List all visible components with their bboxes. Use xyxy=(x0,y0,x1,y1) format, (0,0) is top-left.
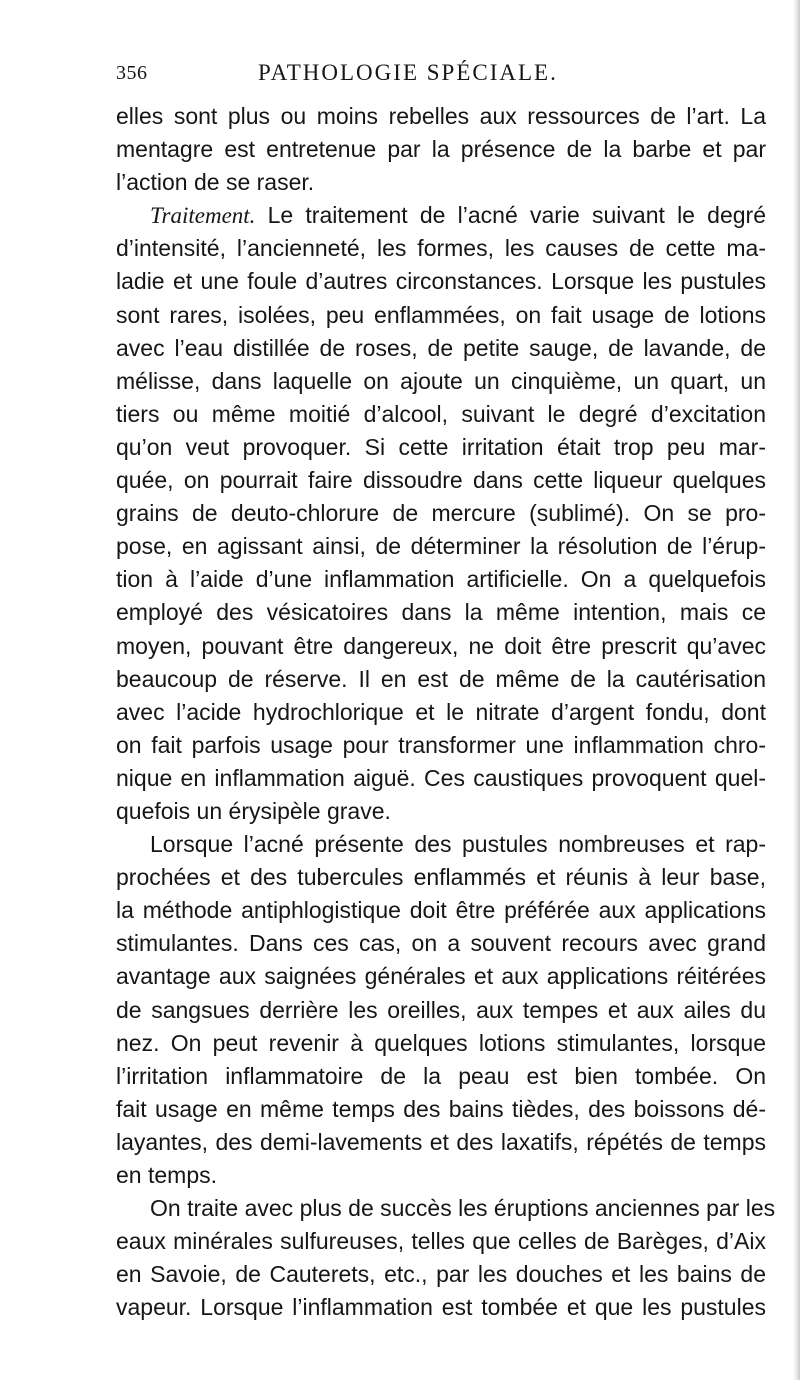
text-line: stimulantes. Dans ces cas, on a souvent recours avec grand xyxy=(116,930,766,957)
text-line: tiers ou même moitié d’alcool, suivant le degré d’excitation xyxy=(116,400,766,427)
text-line: qu’on veut provoquer. Si cette irritation était trop peu mar- xyxy=(116,433,766,460)
text-line-rest: Le traitement de l’acné varie suivant le degré xyxy=(267,202,766,229)
text-line: layantes, des demi-lavements et des laxatifs, répétés de temps xyxy=(116,1128,766,1155)
text-line: on fait parfois usage pour transformer une inflammation chro- xyxy=(116,731,766,758)
text-line: elles sont plus ou moins rebelles aux ressources de l’art. La xyxy=(116,103,766,129)
text-line: vapeur. Lorsque l’inflammation est tombée et que les pustules xyxy=(116,1294,766,1321)
text-line: On traite avec plus de succès les éruptions anciennes par les xyxy=(150,1195,776,1222)
text-line: nez. On peut revenir à quelques lotions stimulantes, lorsque xyxy=(116,1029,766,1056)
text-line: avec l’acide hydrochlorique et le nitrate d’argent fondu, dont xyxy=(116,698,766,725)
italic-lead: Traitement. xyxy=(150,203,256,229)
running-title: PATHOLOGIE SPÉCIALE. xyxy=(258,60,558,85)
page-edge-shadow xyxy=(793,0,800,1380)
page-header xyxy=(116,60,766,92)
text-line-with-italic-lead xyxy=(116,199,766,232)
text-line: pose, en agissant ainsi, de déterminer la résolution de l’érup- xyxy=(116,533,766,560)
text-line: l’irritation inflammatoire de la peau est bien tombée. On xyxy=(116,1062,766,1089)
text-line: quée, on pourrait faire dissoudre dans cette liqueur quelques xyxy=(116,467,766,494)
text-line: Lorsque l’acné présente des pustules nombreuses et rap- xyxy=(150,831,766,858)
page-number: 356 xyxy=(116,62,148,84)
text-line: mentagre est entretenue par la présence de la barbe et par xyxy=(116,136,766,163)
text-line: fait usage en même temps des bains tièdes, des boissons dé- xyxy=(116,1095,766,1122)
text-line: en Savoie, de Cauterets, etc., par les douches et les bains de xyxy=(116,1261,766,1288)
text-line: moyen, pouvant être dangereux, ne doit être prescrit qu’avec xyxy=(116,632,766,659)
text-line: beaucoup de réserve. Il en est de même de la cautérisation xyxy=(116,665,766,692)
text-line: l’action de se raser. xyxy=(116,169,315,196)
text-line: avec l’eau distillée de roses, de petite sauge, de lavande, de xyxy=(116,334,766,361)
text-line: mélisse, dans laquelle on ajoute un cinquième, un quart, un xyxy=(116,367,766,394)
text-line: prochées et des tubercules enflammés et réunis à leur base, xyxy=(116,864,766,891)
text-line: tion à l’aide d’une inflammation artificielle. On a quelquefois xyxy=(116,566,766,593)
text-line: d’intensité, l’ancienneté, les formes, les causes de cette ma- xyxy=(116,235,766,262)
text-line: quefois un érysipèle grave. xyxy=(116,797,391,824)
text-line: de sangsues derrière les oreilles, aux tempes et aux ailes du xyxy=(116,996,766,1023)
text-line: ladie et une foule d’autres circonstances. Lorsque les pustules xyxy=(116,268,766,295)
text-line: avantage aux saignées générales et aux applications réitérées xyxy=(116,963,766,990)
text-line: sont rares, isolées, peu enflammées, on fait usage de lotions xyxy=(116,301,766,328)
text-line: nique en inflammation aiguë. Ces caustiques provoquent quel- xyxy=(116,764,766,791)
text-line: la méthode antiphlogistique doit être préférée aux applications xyxy=(116,897,766,924)
body-text xyxy=(116,100,776,1324)
text-line: employé des vésicatoires dans la même intention, mais ce xyxy=(116,599,766,626)
text-line: eaux minérales sulfureuses, telles que celles de Barèges, d’Aix xyxy=(116,1228,766,1255)
text-line: en temps. xyxy=(116,1162,217,1188)
text-line: grains de deuto-chlorure de mercure (sublimé). On se pro- xyxy=(116,500,766,527)
